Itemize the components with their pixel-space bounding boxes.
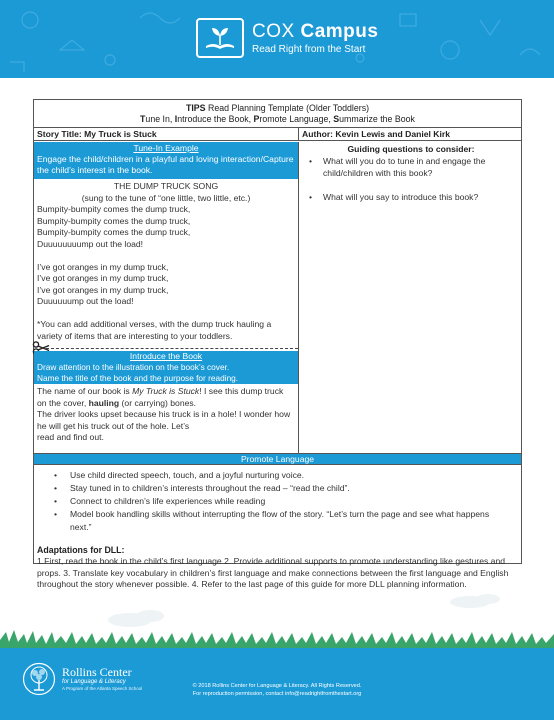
rollins-footer	[0, 648, 554, 720]
subtitle-part: ummarize the Book	[339, 114, 415, 124]
promote-item: • Stay tuned in to children’s interests throughout the read – “read the child”.	[34, 482, 521, 495]
copyright-notice	[150, 682, 404, 698]
song-line: Duuuuuuuump out the load!	[37, 238, 144, 249]
subtitle-part: une In,	[145, 114, 175, 124]
tree-icon	[22, 662, 56, 696]
intro-text: ! I see this dump truck on the cover,	[37, 386, 284, 408]
tips-label: TIPS	[185, 103, 206, 113]
tune-in-description: Engage the child/children in a playful and loving interaction/Capture the child’s interest in the book.	[37, 154, 294, 175]
open-book-sprout-icon	[196, 18, 244, 58]
song-title: THE DUMP TRUCK SONG	[113, 181, 219, 191]
tune-in-header	[34, 142, 298, 179]
org-name: Rollins Center	[62, 665, 132, 679]
song-line: Bumpity-bumpity comes the dump truck,	[37, 215, 191, 226]
song-line: Duuuuuump out the load!	[37, 296, 134, 306]
template-title-block	[34, 100, 521, 128]
promote-item: • Use child directed speech, touch, and a joyful nurturing voice.	[34, 469, 521, 482]
brand-tagline: Read Right from the Start	[252, 43, 366, 55]
guiding-question: • What will you say to introduce this book?	[307, 192, 515, 204]
intro-text: The name of our book is	[37, 386, 133, 396]
introduce-heading: Introduce the Book	[129, 351, 203, 361]
story-author: Author: Kevin Lewis and Daniel Kirk	[302, 129, 451, 139]
template-title: Read Planning Template (Older Toddlers)	[205, 103, 370, 113]
subtitle-cap-p: P	[253, 114, 260, 124]
subtitle-part: ntroduce the Book,	[177, 114, 254, 124]
introduce-instruction: Draw attention to the illustration on the book’s cover.	[37, 362, 230, 372]
right-column	[299, 142, 521, 453]
cox-campus-logo[interactable]	[196, 18, 378, 58]
dll-title: Adaptations for DLL:	[37, 545, 125, 555]
intro-text: (or carrying) bones.	[119, 397, 197, 408]
story-title: Story Title: My Truck is Stuck	[34, 128, 299, 140]
subtitle-cap-s: S	[333, 114, 340, 124]
copyright-line: © 2018 Rollins Center for Language & Literacy. All Rights Reserved.	[192, 683, 362, 689]
subtitle-cap-i: I	[174, 114, 178, 124]
org-subtitle: for Language & Literacy	[62, 679, 126, 685]
permission-line: For reproduction permission, contact info@readrightfromthestart.org	[192, 691, 362, 697]
book-title-italic: My Truck is Stuck	[132, 386, 200, 396]
guiding-questions-list	[307, 156, 515, 204]
promote-language-list	[34, 469, 521, 534]
song-line: I’ve got oranges in my dump truck,	[37, 273, 169, 283]
brand-campus: Campus	[300, 20, 379, 42]
dll-text: 1.First, read the book in the child’s first language 2. Provide additional supports to promote understanding like gestures and props. 3. Translate key vocabulary in children’s first language and make connections between the first language and English throughout the story whenever possible. 4. Refer to the last page of this guide for more DLL planning information.	[37, 556, 509, 589]
promote-item: • Connect to children’s life experiences while reading	[34, 495, 521, 508]
intro-text: read and find out.	[37, 432, 104, 442]
rollins-center-logo[interactable]	[22, 662, 142, 696]
dll-adaptations	[34, 544, 521, 591]
song-line: I’ve got oranges in my dump truck,	[37, 261, 169, 272]
left-column	[34, 142, 299, 453]
introduce-header	[34, 351, 298, 384]
vocab-word: hauling	[88, 397, 120, 408]
song-tune: (sung to the tune of “one little, two little, etc.)	[81, 192, 251, 203]
intro-text: The driver looks upset because his truck is in a hole! I wonder how he will get his truck out of the hole. Let’s	[37, 409, 291, 431]
promote-language-header: Promote Language	[34, 453, 521, 465]
brand-cox: COX	[252, 20, 295, 42]
dump-truck-song	[34, 179, 298, 342]
cut-line	[46, 348, 298, 349]
tips-template-table	[33, 99, 522, 589]
tune-in-heading: Tune-In Example	[133, 143, 199, 153]
story-info-row	[34, 128, 521, 141]
song-line: I’ve got oranges in my dump truck,	[37, 284, 169, 295]
guiding-questions-title: Guiding questions to consider:	[347, 144, 475, 154]
song-line: Bumpity-bumpity comes the dump truck,	[37, 227, 191, 237]
introduce-instruction: Name the title of the book and the purpose for reading.	[37, 373, 239, 383]
song-line: Bumpity-bumpity comes the dump truck,	[37, 204, 191, 214]
cox-campus-header	[0, 0, 554, 78]
guiding-question: • What will you do to tune in and engage the child/children with this book?	[307, 156, 515, 179]
footer-grass-decoration	[0, 590, 554, 648]
subtitle-cap-t: T	[140, 114, 146, 124]
org-affiliation: A Program of the Atlanta Speech School	[62, 686, 143, 691]
introduce-script	[34, 384, 298, 444]
promote-item: • Model book handling skills without interrupting the flow of the story. “Let’s turn the page and see what happens next.”	[34, 508, 521, 533]
introduce-book-section	[34, 351, 298, 444]
subtitle-part: romote Language,	[259, 114, 334, 124]
template-subtitle	[34, 114, 521, 125]
song-note: *You can add additional verses, with the dump truck hauling a variety of items that are interesting to your toddlers.	[37, 319, 272, 341]
